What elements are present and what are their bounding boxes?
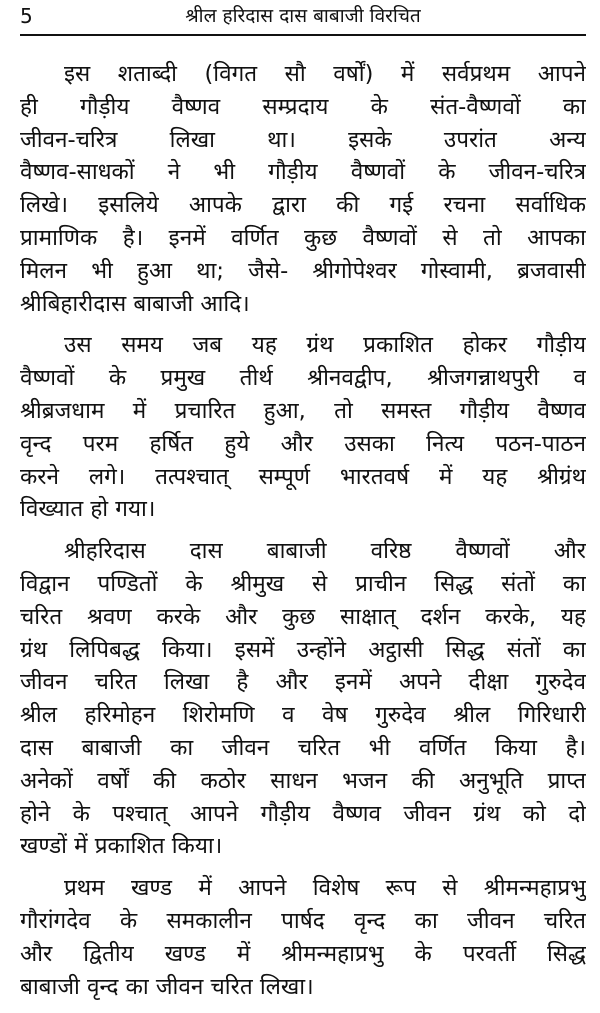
- page-header: [20, 0, 586, 36]
- text-line: प्रामाणिक है। इनमें वर्णित कुछ वैष्णवों से तो आपका: [20, 224, 586, 251]
- text-line: प्रथम खण्ड में आपने विशेष रूप से श्रीमन्महाप्रभु: [64, 875, 586, 902]
- paragraph: [20, 872, 586, 1003]
- text-line: श्रील हरिमोहन शिरोमणि व वेष गुरुदेव श्रील गिरिधारी: [20, 702, 586, 729]
- text-line: वृन्द परम हर्षित हुये और उसका नित्य पठन-पाठन: [20, 430, 586, 457]
- text-line: उस समय जब यह ग्रंथ प्रकाशित होकर गौड़ीय: [64, 332, 586, 359]
- text-line: खण्डों में प्रकाशित किया।: [20, 833, 223, 860]
- text-line: गौरांगदेव के समकालीन पार्षद वृन्द का जीवन चरित: [20, 907, 586, 934]
- text-line: मिलन भी हुआ था; जैसे- श्रीगोपेश्वर गोस्वामी, ब्रजवासी: [20, 257, 586, 284]
- text-line: चरित श्रवण करके और कुछ साक्षात् दर्शन करके, यह: [20, 603, 586, 630]
- text-line: श्रीहरिदास दास बाबाजी वरिष्ठ वैष्णवों और: [64, 538, 586, 565]
- text-line: बाबाजी वृन्द का जीवन चरित लिखा।: [20, 973, 314, 1000]
- text-line: करने लगे। तत्पश्चात् सम्पूर्ण भारतवर्ष में यह श्रीग्रंथ: [20, 463, 586, 490]
- text-line: जीवन चरित लिखा है और इनमें अपने दीक्षा गुरुदेव: [20, 669, 586, 696]
- body-text: [20, 58, 586, 1003]
- text-line: और द्वितीय खण्ड में श्रीमन्महाप्रभु के परवर्ती सिद्ध: [20, 940, 586, 967]
- paragraph: [20, 535, 586, 863]
- paragraph: [20, 329, 586, 526]
- text-line: ही गौड़ीय वैष्णव सम्प्रदाय के संत-वैष्णवों का: [20, 93, 586, 120]
- text-line: जीवन-चरित्र लिखा था। इसके उपरांत अन्य: [20, 126, 586, 153]
- text-line: दास बाबाजी का जीवन चरित भी वर्णित किया है।: [20, 734, 586, 761]
- text-line: श्रीबिहारीदास बाबाजी आदि।: [20, 290, 250, 317]
- text-line: अनेकों वर्षों की कठोर साधन भजन की अनुभूति प्राप्त: [20, 767, 586, 794]
- text-line: वैष्णव-साधकों ने भी गौड़ीय वैष्णवों के जीवन-चरित्र: [20, 159, 586, 186]
- text-line: होने के पश्चात् आपने गौड़ीय वैष्णव जीवन ग्रंथ को दो: [20, 800, 586, 827]
- paragraph: [20, 58, 586, 320]
- running-title: श्रील हरिदास दास बाबाजी विरचित: [185, 5, 421, 27]
- text-line: श्रीब्रजधाम में प्रचारित हुआ, तो समस्त गौड़ीय वैष्णव: [20, 397, 586, 424]
- text-line: ग्रंथ लिपिबद्ध किया। इसमें उन्होंने अट्ठासी सिद्ध संतों का: [20, 636, 586, 663]
- text-line: लिखे। इसलिये आपके द्वारा की गई रचना सर्वाधिक: [20, 192, 586, 219]
- text-line: विद्वान पण्डितों के श्रीमुख से प्राचीन सिद्ध संतों का: [20, 570, 586, 597]
- text-line: वैष्णवों के प्रमुख तीर्थ श्रीनवद्वीप, श्रीजगन्नाथपुरी व: [20, 365, 586, 392]
- text-line: विख्यात हो गया।: [20, 496, 156, 523]
- text-line: इस शताब्दी (विगत सौ वर्षों) में सर्वप्रथम आपने: [64, 61, 586, 87]
- page-number: 5: [20, 4, 33, 28]
